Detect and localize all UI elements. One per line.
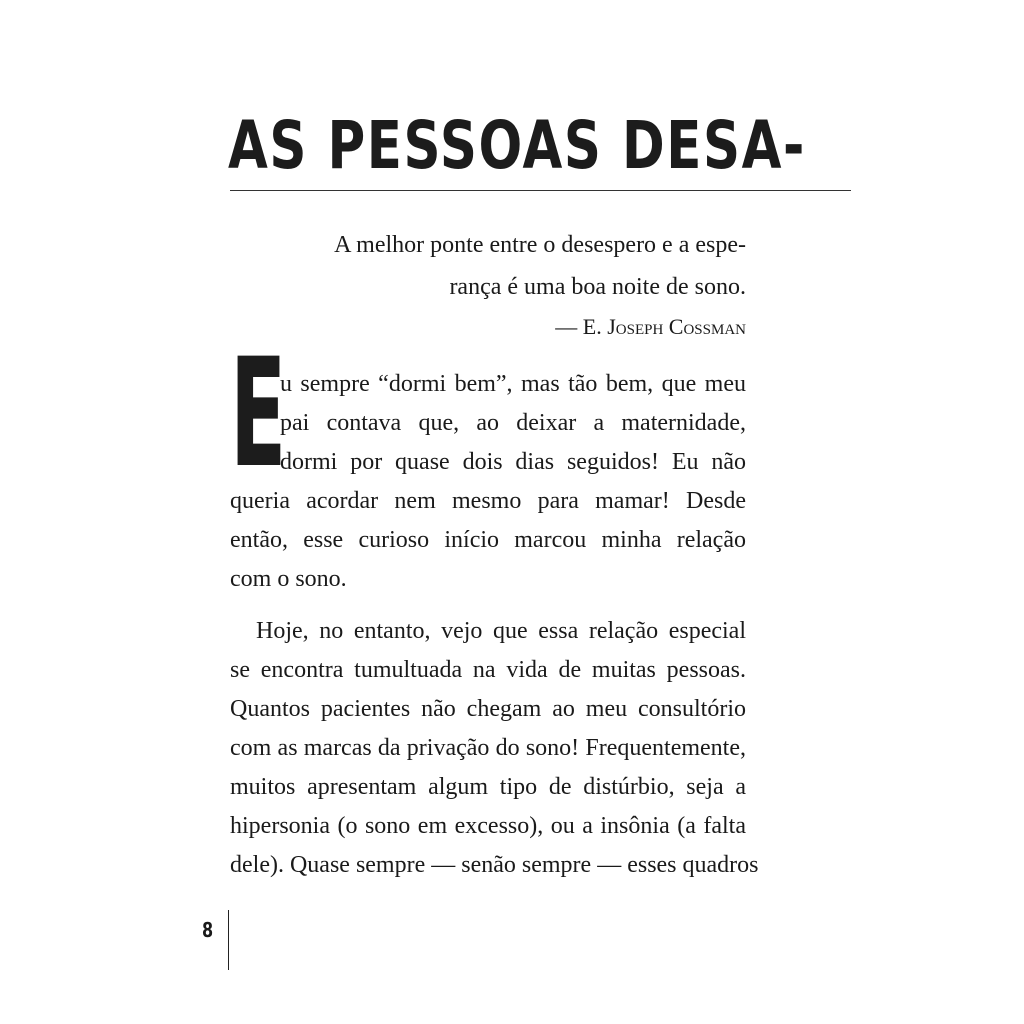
epigraph bbox=[260, 224, 746, 308]
epigraph-line: A melhor ponte entre o desespero e a espe- bbox=[334, 232, 746, 258]
body-line: dele). Quase sempre — senão sempre — esses quadros bbox=[230, 852, 759, 878]
body-line: muitos apresentam algum tipo de distúrbio, seja a bbox=[230, 774, 746, 800]
drop-cap: E bbox=[230, 327, 287, 501]
body-line: hipersonia (o sono em excesso), ou a insônia (a falta bbox=[230, 813, 746, 839]
body-line: u sempre “dormi bem”, mas tão bem, que meu bbox=[280, 371, 746, 397]
folio-rule bbox=[228, 910, 229, 970]
paragraph-2 bbox=[230, 612, 759, 885]
body-line: Quantos pacientes não chegam ao meu consultório bbox=[230, 696, 746, 722]
body-line: se encontra tumultuada na vida de muitas pessoas. bbox=[230, 657, 746, 683]
epigraph-line: rança é uma boa noite de sono. bbox=[449, 274, 746, 300]
body-line: pai contava que, ao deixar a maternidade, bbox=[280, 410, 746, 436]
epigraph-attribution: — E. Joseph Cossman bbox=[555, 314, 746, 339]
paragraph-1 bbox=[230, 365, 746, 599]
body-line: queria acordar nem mesmo para mamar! Desde bbox=[230, 488, 746, 514]
title-rule bbox=[230, 190, 851, 191]
body-line: com as marcas da privação do sono! Frequentemente, bbox=[230, 735, 746, 761]
body-line: Hoje, no entanto, vejo que essa relação especial bbox=[256, 618, 746, 644]
paragraph-gap bbox=[230, 599, 746, 612]
body-line: então, esse curioso início marcou minha relação bbox=[230, 527, 746, 553]
page-number: 8 bbox=[202, 918, 214, 942]
body-text bbox=[230, 365, 759, 885]
chapter-title: AS PESSOAS DESA- bbox=[228, 107, 806, 184]
body-line: dormi por quase dois dias seguidos! Eu não bbox=[280, 449, 746, 475]
body-line: com o sono. bbox=[230, 566, 347, 592]
